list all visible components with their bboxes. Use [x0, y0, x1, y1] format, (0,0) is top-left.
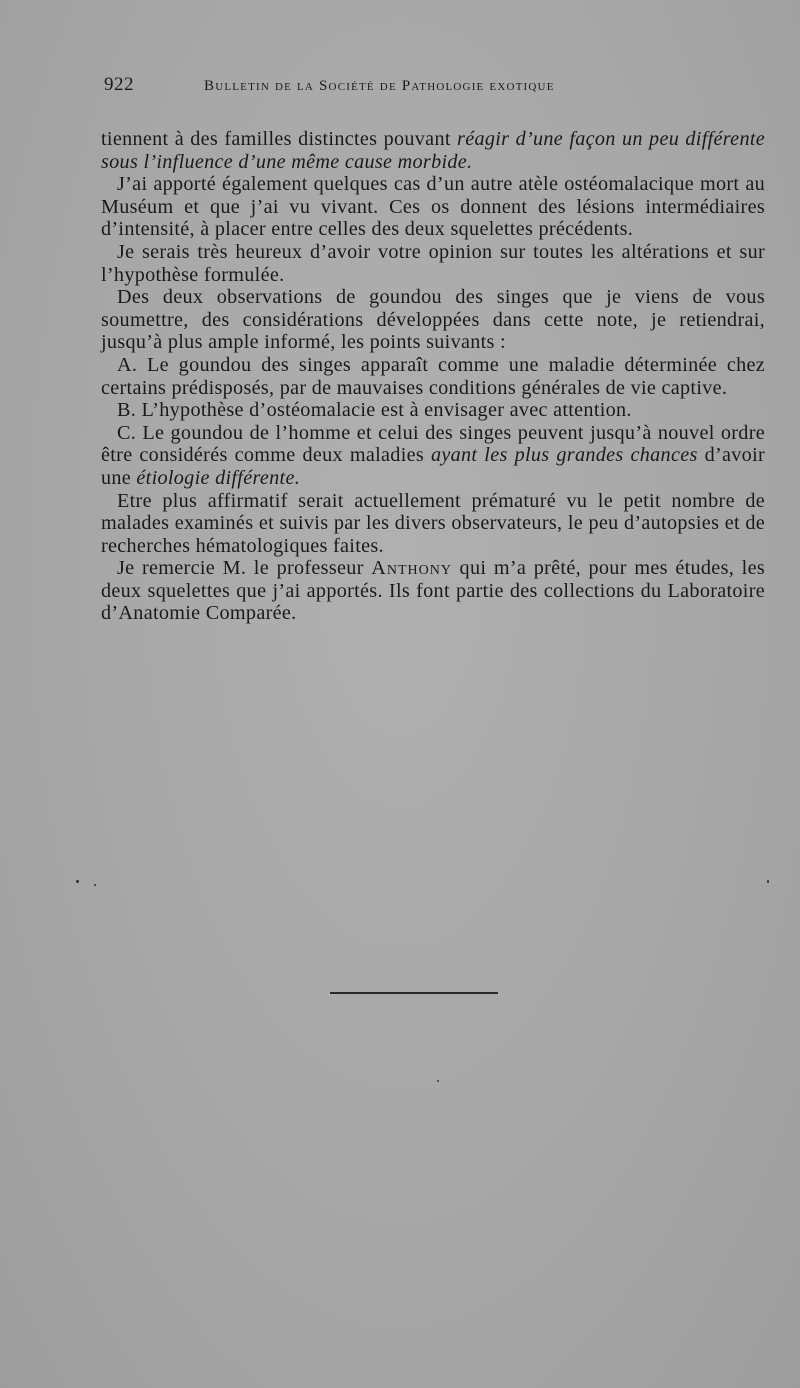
- paragraph: [101, 422, 765, 490]
- text-segment: Etre plus affirmatif serait actuellement prématuré vu le petit nombre de malades examinés et suivis par les divers observateurs, le peu d’autopsies et de recherches hématologiques faites.: [101, 489, 765, 557]
- scan-speck: [437, 1080, 439, 1082]
- paragraph: [101, 354, 765, 399]
- paragraph: [101, 173, 765, 241]
- text-segment: A. Le goundou des singes apparaît comme une maladie déterminée chez certains prédisposés, par de mauvaises conditions générales de vie captive.: [101, 353, 765, 399]
- running-title: Bulletin de la Société de Pathologie exotique: [204, 78, 555, 94]
- author-name: Anthony: [371, 557, 452, 580]
- text-segment: tiennent à des familles distinctes pouvant: [101, 128, 458, 150]
- text-segment: d’avoir une: [101, 444, 765, 489]
- text-segment: qui m’a prêté, pour mes études, les deux squelettes que j’ai apportés. Ils font partie des collections du Laboratoire d’Anatomie Comparée.: [101, 557, 765, 625]
- scan-speck: [76, 880, 79, 883]
- paragraph: [101, 490, 765, 558]
- paragraph: [101, 286, 765, 354]
- text-segment: Je serais très heureux d’avoir votre opinion sur toutes les altérations et sur l’hypothèse formulée.: [101, 240, 765, 286]
- paragraph: [101, 399, 765, 422]
- closing-rule: [330, 992, 498, 994]
- page-header: [104, 74, 664, 104]
- body-text: [101, 128, 765, 625]
- scan-speck: [767, 880, 769, 883]
- text-segment: C. Le goundou de l’homme et celui des singes peuvent jusqu’à nouvel ordre être considérés comme deux maladies: [101, 421, 765, 467]
- text-segment: J’ai apporté également quelques cas d’un autre atèle ostéomalacique mort au Muséum et que j’ai vu vivant. Ces os donnent des lésions intermédiaires d’intensité, à placer entre celles des deux squelettes précédents.: [101, 173, 765, 241]
- paragraph: [101, 241, 765, 286]
- text-segment: Je remercie M. le professeur: [117, 557, 372, 580]
- italic-text: ayant les plus grandes chances: [430, 444, 698, 467]
- paragraph: [101, 557, 765, 625]
- page-number: 922: [104, 74, 134, 95]
- text-segment: B. L’hypothèse d’ostéomalacie est à envisager avec attention.: [117, 399, 632, 422]
- italic-text: réagir d’une façon un peu différente sous l’influence d’une même cause morbide.: [101, 128, 766, 173]
- scan-speck: [94, 884, 96, 886]
- paragraph: [101, 128, 765, 173]
- italic-text: étiologie différente.: [136, 466, 301, 489]
- text-segment: Des deux observations de goundou des singes que je viens de vous soumettre, des considérations développées dans cette note, je retiendrai, jusqu’à plus ample informé, les points suivants :: [101, 286, 765, 354]
